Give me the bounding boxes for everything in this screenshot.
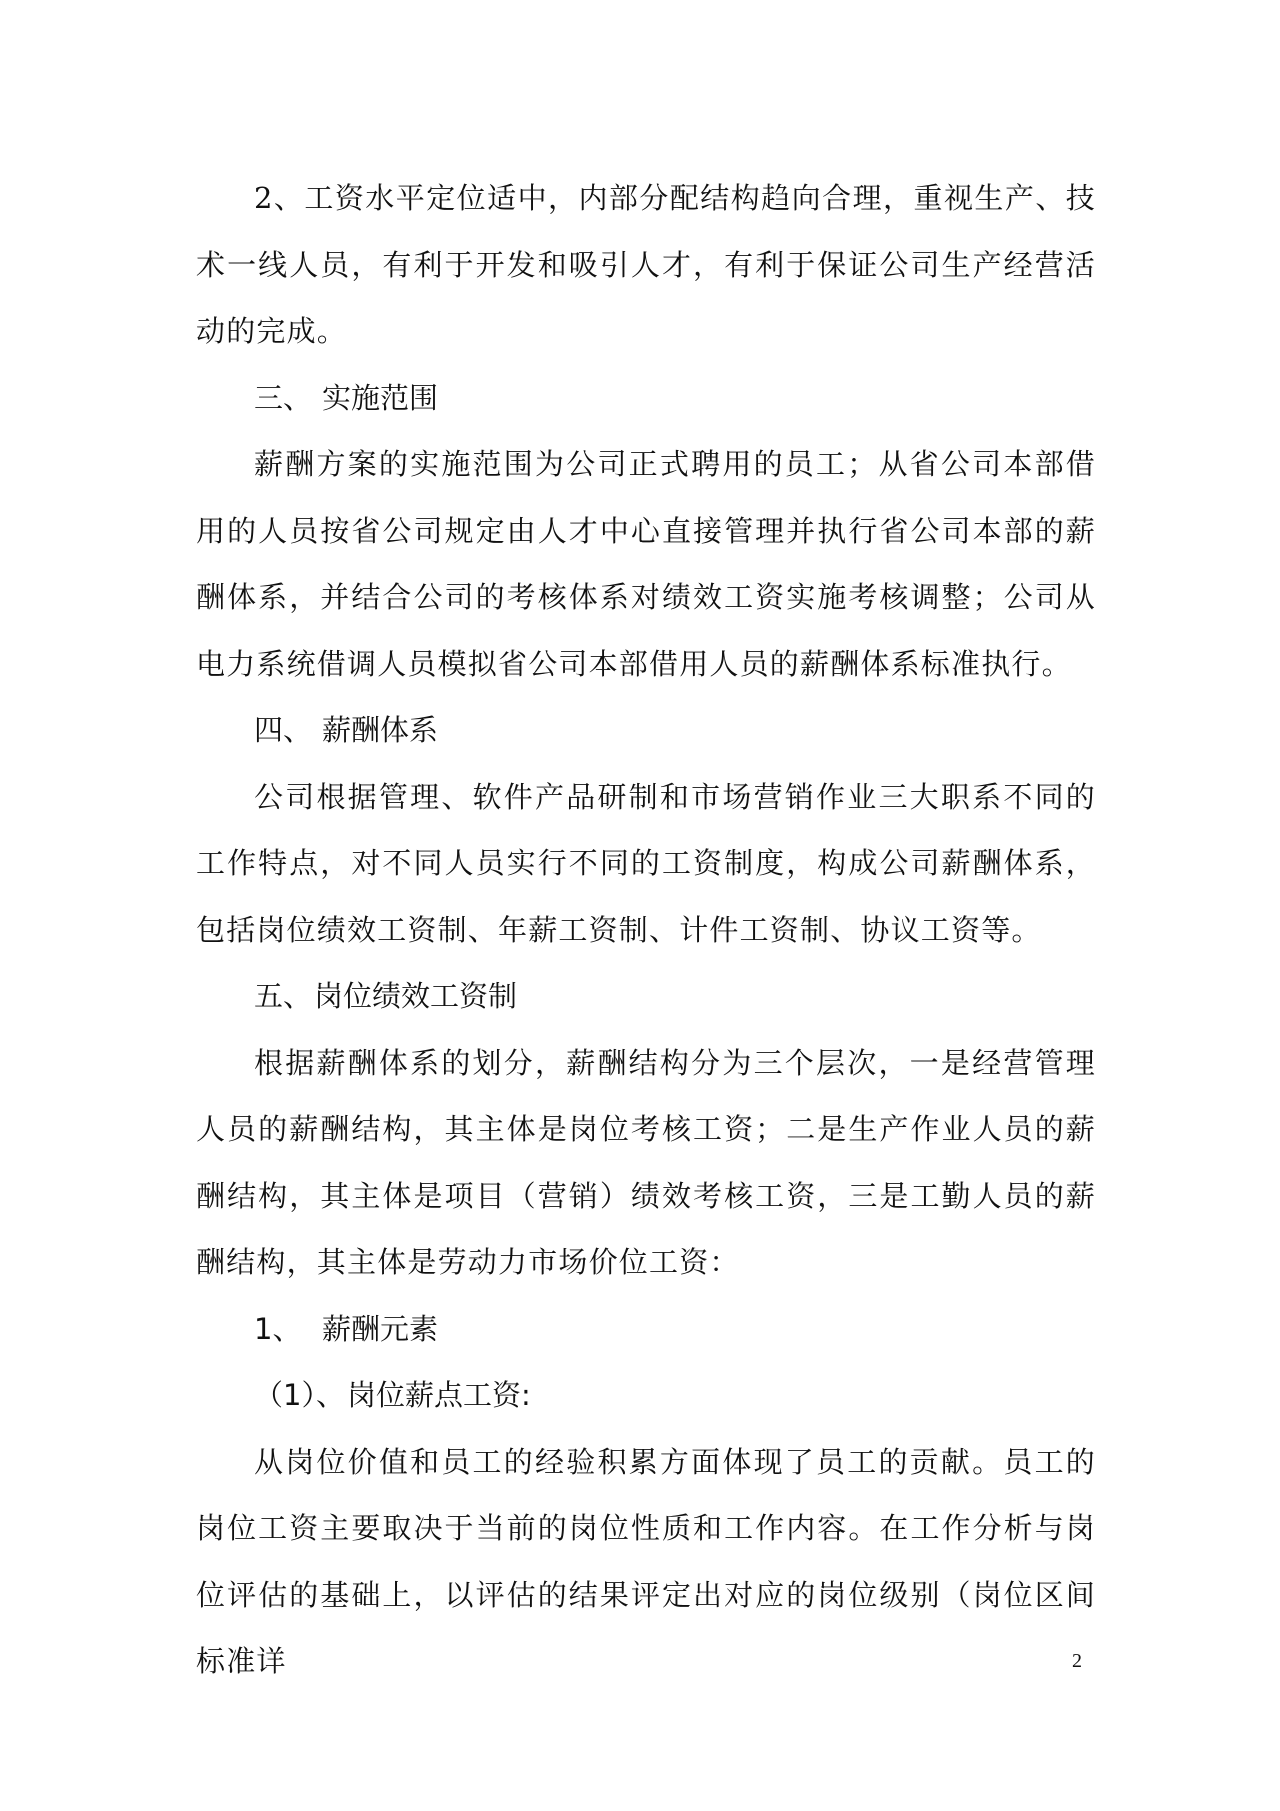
heading-salary-system xyxy=(196,697,1096,764)
paragraph-scope: 薪酬方案的实施范围为公司正式聘用的员工；从省公司本部借用的人员按省公司规定由人才中心直接管理并执行省公司本部的薪酬体系，并结合公司的考核体系对绩效工资实施考核调整；公司从电力系统借调人员模拟省公司本部借用人员的薪酬体系标准执行。 xyxy=(196,447,1096,681)
heading-number: 五、 xyxy=(254,979,313,1013)
paragraph-position-wage: 从岗位价值和员工的经验积累方面体现了员工的贡献。员工的岗位工资主要取决于当前的岗位性质和工作内容。在工作分析与岗位评估的基础上，以评估的结果评定出对应的岗位级别（岗位区间标准详 xyxy=(196,1444,1096,1678)
heading-text: 实施范围 xyxy=(322,380,439,415)
heading-number: 三、 xyxy=(254,380,313,415)
heading-salary-elements xyxy=(196,1296,1096,1363)
paragraph-salary-structure: 根据薪酬体系的划分，薪酬结构分为三个层次，一是经营管理人员的薪酬结构，其主体是岗位考核工资；二是生产作业人员的薪酬结构，其主体是项目（营销）绩效考核工资，三是工勤人员的薪酬结构，其主体是劳动力市场价位工资： xyxy=(196,1045,1096,1279)
heading-number: 1、 xyxy=(254,1311,302,1346)
heading-position-point-wage xyxy=(196,1362,1096,1429)
heading-number: 四、 xyxy=(254,713,313,747)
heading-text: 岗位薪点工资: xyxy=(346,1378,531,1412)
heading-text: 薪酬元素 xyxy=(322,1311,439,1346)
paragraph-wage-level: 2、工资水平定位适中，内部分配结构趋向合理，重视生产、技术一线人员，有利于开发和吸引人才，有利于保证公司生产经营活动的完成。 xyxy=(196,181,1096,348)
heading-position-performance xyxy=(196,963,1096,1030)
heading-text: 岗位绩效工资制 xyxy=(314,979,518,1013)
document-body xyxy=(196,165,1096,1695)
heading-number: （1）、 xyxy=(254,1378,345,1412)
heading-scope xyxy=(196,365,1096,432)
heading-text: 薪酬体系 xyxy=(322,713,439,747)
page-number: 2 xyxy=(1072,1650,1082,1672)
paragraph-salary-system: 公司根据管理、软件产品研制和市场营销作业三大职系不同的工作特点，对不同人员实行不同的工资制度，构成公司薪酬体系，包括岗位绩效工资制、年薪工资制、计件工资制、协议工资等。 xyxy=(196,779,1096,947)
